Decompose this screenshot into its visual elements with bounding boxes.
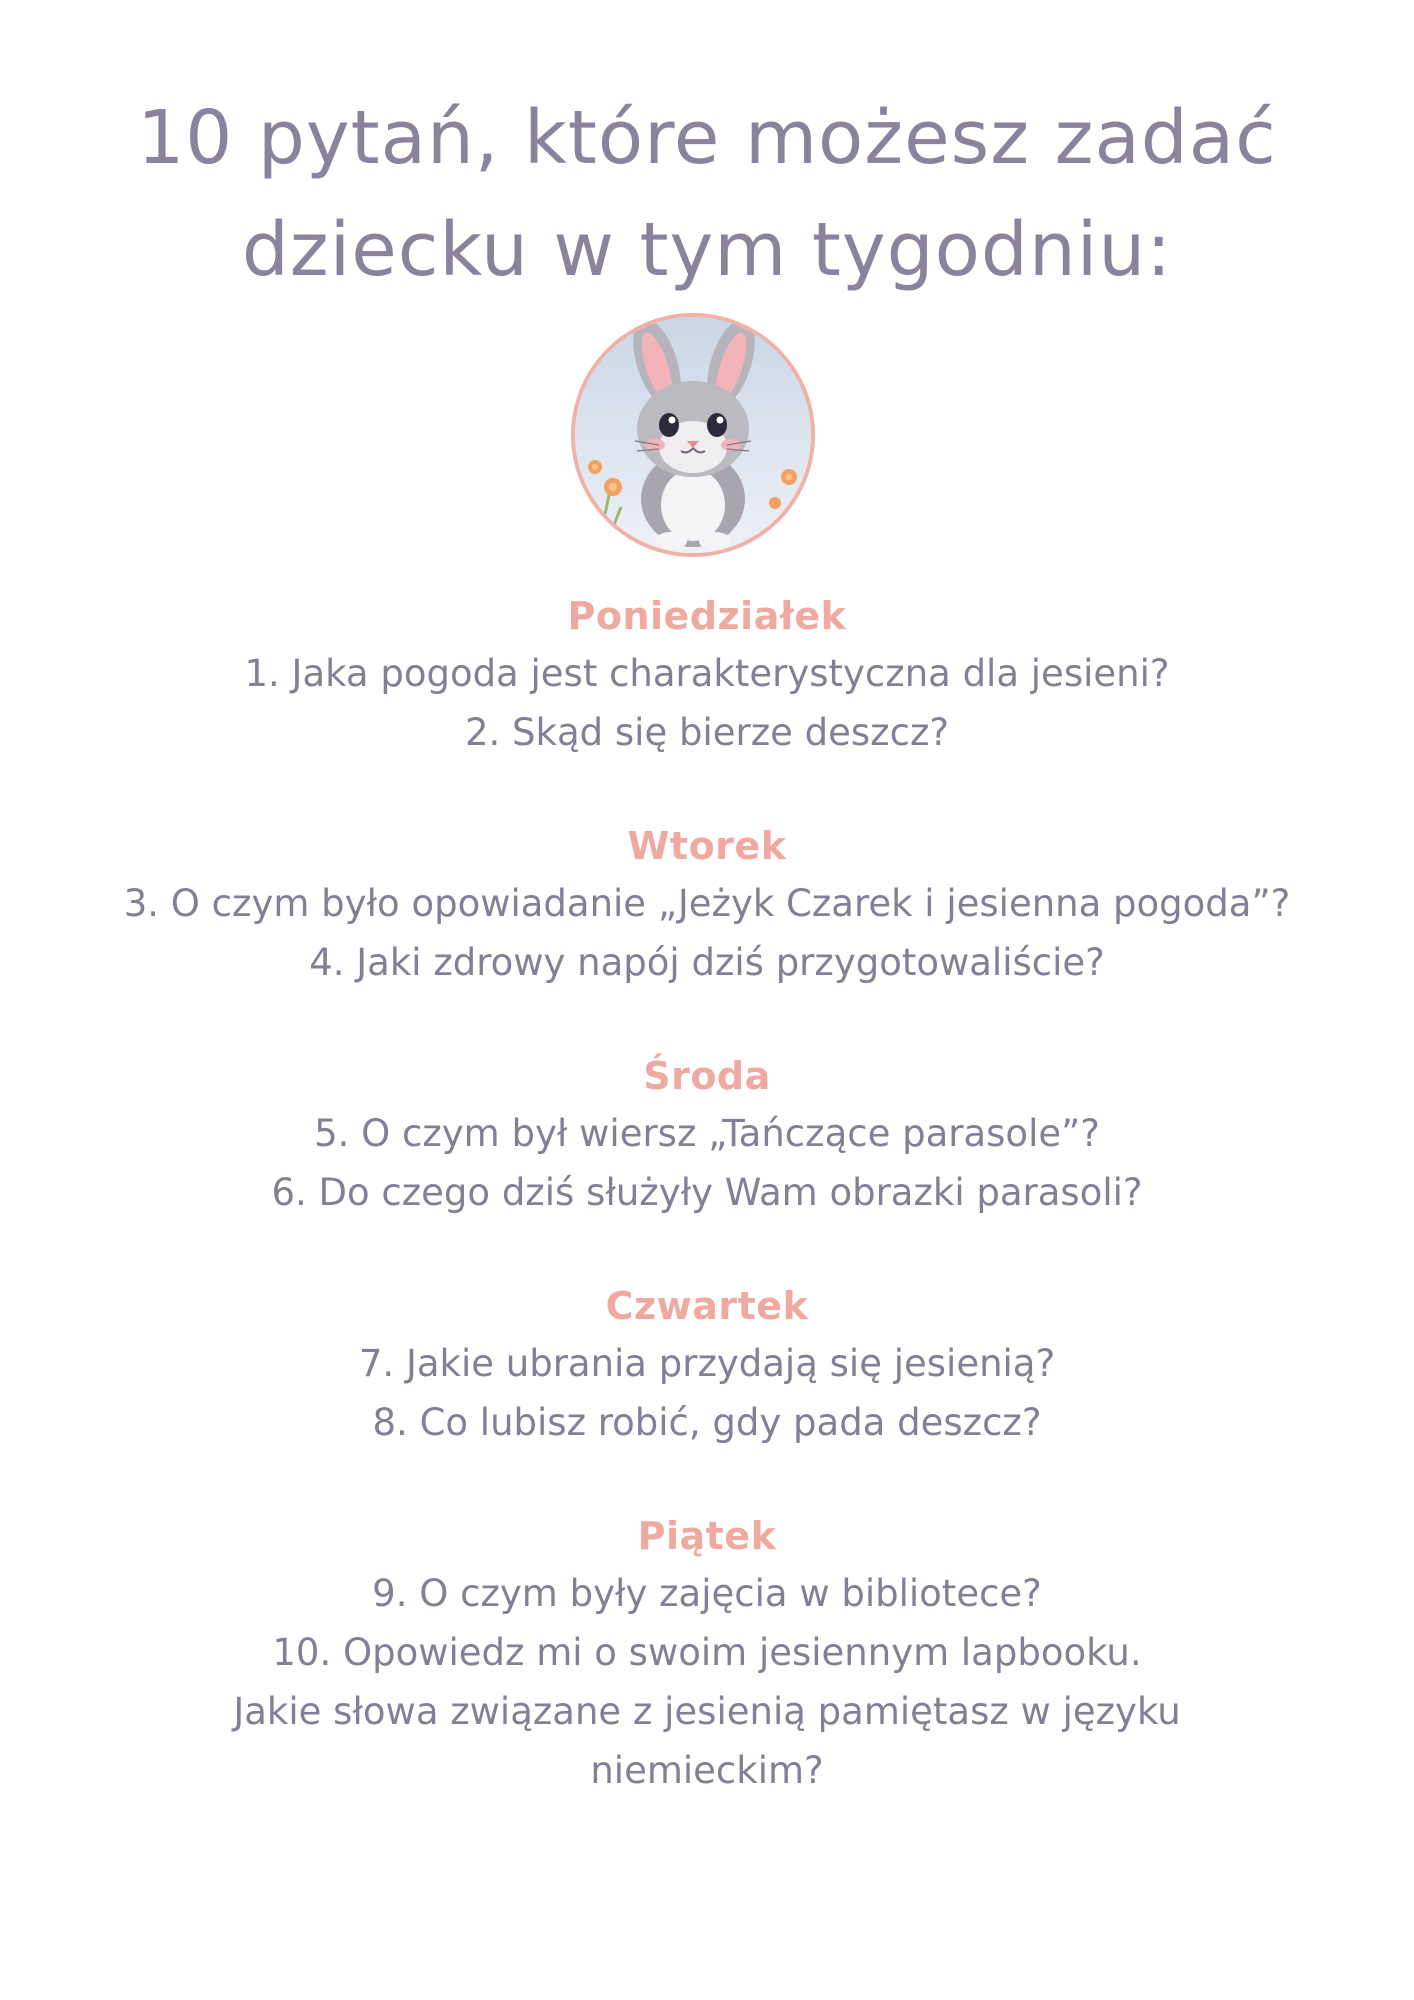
question: 8. Co lubisz robić, gdy pada deszcz? <box>372 1401 1042 1444</box>
question: 4. Jaki zdrowy napój dziś przygotowaliście? <box>309 941 1105 984</box>
question: 9. O czym były zajęcia w bibliotece? <box>372 1572 1042 1615</box>
question: 6. Do czego dziś służyły Wam obrazki parasoli? <box>271 1171 1143 1214</box>
day-heading: Piątek <box>637 1514 777 1558</box>
question: 1. Jaka pogoda jest charakterystyczna dla jesieni? <box>244 652 1170 695</box>
question: 2. Skąd się bierze deszcz? <box>464 711 950 754</box>
question: 5. O czym był wiersz „Tańczące parasole”? <box>314 1112 1100 1155</box>
page-title-line-1: 10 pytań, które możesz zadać <box>137 95 1277 181</box>
day-heading: Wtorek <box>627 824 787 868</box>
question-continuation: niemieckim? <box>590 1749 824 1792</box>
day-section-wednesday <box>0 1048 1414 1222</box>
bunny-icon <box>571 313 815 557</box>
question-continuation: Jakie słowa związane z jesienią pamiętasz w języku <box>233 1690 1181 1733</box>
page-title-line-2: dziecku w tym tygodniu: <box>241 207 1173 293</box>
question: 10. Opowiedz mi o swoim jesiennym lapbooku. <box>272 1631 1142 1674</box>
day-section-friday <box>0 1508 1414 1800</box>
question: 7. Jakie ubrania przydają się jesienią? <box>358 1342 1056 1385</box>
day-section-monday <box>0 588 1414 762</box>
day-heading: Czwartek <box>605 1284 809 1328</box>
day-section-thursday <box>0 1278 1414 1452</box>
day-heading: Poniedziałek <box>567 594 847 638</box>
page-title <box>0 82 1414 306</box>
days-list <box>0 588 1414 1856</box>
day-heading: Środa <box>643 1054 771 1098</box>
day-section-tuesday <box>0 818 1414 992</box>
question: 3. O czym było opowiadanie „Jeżyk Czarek i jesienna pogoda”? <box>123 882 1291 925</box>
